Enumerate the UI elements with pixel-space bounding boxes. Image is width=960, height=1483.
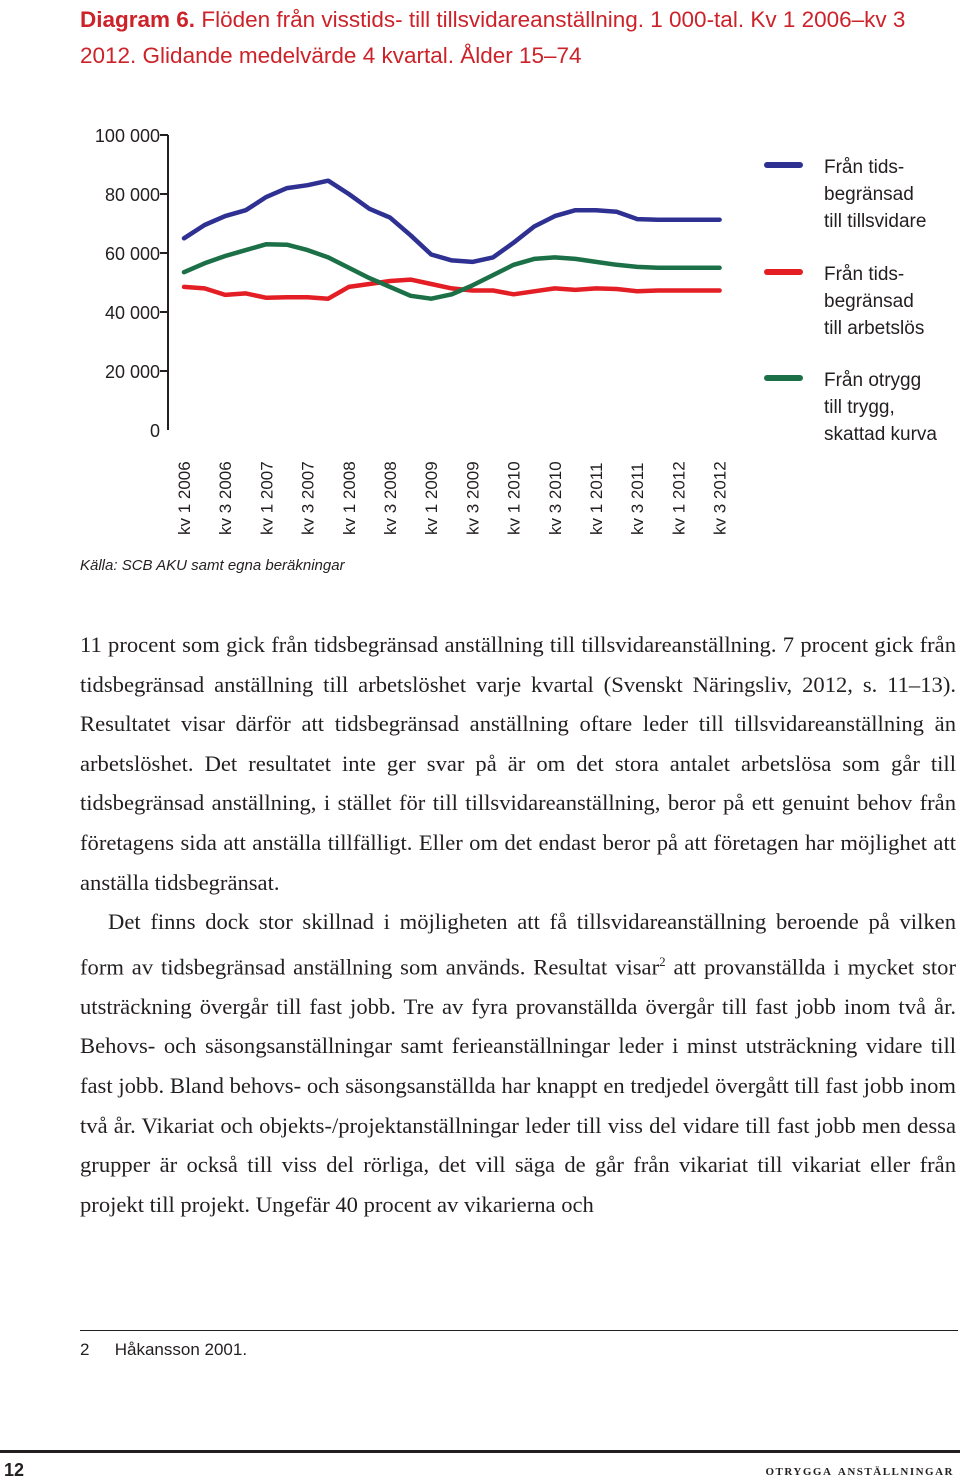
x-tick-label: kv 3 2007 <box>298 461 318 535</box>
legend-label-2: Från tids- <box>824 264 905 285</box>
paragraph-2 <box>80 902 956 1224</box>
y-tick-label: 40 000 <box>104 303 160 323</box>
paragraph-2-start: Det finns dock stor skillnad i möjligheten att få tillsvidareanställning beroende på vilken form av tidsbegränsad anställning som används. Resultat visar <box>80 909 956 980</box>
legend-label-3: skattad kurva <box>824 424 937 445</box>
legend-label-1: till tillsvidare <box>824 211 927 232</box>
chart-source: Källa: SCB AKU samt egna beräkningar <box>80 557 345 574</box>
footnote-reference[interactable]: 2 <box>659 953 666 969</box>
footnote <box>80 1340 247 1360</box>
y-tick-label: 0 <box>149 421 160 441</box>
legend-label-3: till trygg, <box>824 397 895 418</box>
legend-label-1: begränsad <box>824 184 914 205</box>
x-tick-label: kv 1 2008 <box>339 461 359 535</box>
x-tick-label: kv 1 2012 <box>669 461 689 535</box>
y-tick-label: 60 000 <box>104 244 160 264</box>
body-text <box>80 625 956 1224</box>
caption-text: Flöden från visstids- till tillsvidareanställning. 1 000-tal. Kv 1 2006–kv 3 2012. Glidande medelvärde 4 kvartal. Ålder 15–74 <box>80 7 906 68</box>
legend-label-2: till arbetslös <box>824 318 925 339</box>
footnote-text: Håkansson 2001. <box>114 1340 248 1359</box>
footnote-separator <box>80 1330 958 1331</box>
line-chart <box>0 110 960 550</box>
footer-rule <box>0 1450 960 1453</box>
y-tick-label: 100 000 <box>94 126 160 146</box>
series-line-1 <box>184 181 720 262</box>
caption-label: Diagram 6. <box>80 7 196 32</box>
legend-label-2: begränsad <box>824 291 914 312</box>
x-tick-label: kv 1 2009 <box>422 461 442 535</box>
paragraph-2-end: att provanställda i mycket stor utsträckning övergår till fast jobb. Tre av fyra provanställda övergår till fast jobb inom två år. Behovs- och säsongsanställningar samt ferieanställningar leder i minst utsträckning vidare till fast jobb. Bland behovs- och säsongsanställda har knappt en tredjedel övergått till fast jobb inom två år. Vikariat och objekts-/projektanställningar leder till viss del vidare till fast jobb men dessa grupper är också till viss del rörliga, det vill säga de går från vikariat till vikariat eller från projekt till projekt. Ungefär 40 procent av vikarierna och <box>80 954 956 1217</box>
footnote-number: 2 <box>80 1340 90 1359</box>
page-number: 12 <box>4 1460 25 1480</box>
x-tick-label: kv 3 2010 <box>545 461 565 535</box>
x-tick-label: kv 3 2009 <box>463 461 483 535</box>
x-tick-label: kv 1 2006 <box>175 461 194 535</box>
figure-caption <box>80 2 940 74</box>
y-tick-label: 80 000 <box>104 185 160 205</box>
x-tick-label: kv 3 2011 <box>628 462 648 535</box>
x-tick-label: kv 3 2008 <box>381 461 400 535</box>
running-title: otrygga anställningar <box>765 1462 954 1479</box>
x-tick-label: kv 3 2012 <box>710 461 730 535</box>
x-tick-label: kv 1 2010 <box>504 461 524 535</box>
x-tick-label: kv 1 2007 <box>257 461 277 535</box>
paragraph-1: 11 procent som gick från tidsbegränsad anställning till tillsvidareanställning. 7 procent gick från tidsbegränsad anställning till arbetslöshet varje kvartal (Svenskt Näringsliv, 2012, s. 11–13). Resultatet visar därför att tidsbegränsad anställning oftare leder till tillsvidareanställning än arbetslöshet. Det resultatet inte ger svar på är om det stora antalet arbetslösa som går till tidsbegränsad anställning, i stället för till tillsvidareanställning, beror på ett genuint behov från företagens sida att anställa tillfälligt. Eller om det endast beror på att företagen har möjlighet att anställa tidsbegränsat. <box>80 632 956 895</box>
y-tick-label: 20 000 <box>104 362 160 382</box>
legend-label-1: Från tids- <box>824 157 905 178</box>
x-tick-label: kv 1 2011 <box>587 462 606 535</box>
x-tick-label: kv 3 2006 <box>216 461 236 535</box>
legend-label-3: Från otrygg <box>824 370 922 391</box>
